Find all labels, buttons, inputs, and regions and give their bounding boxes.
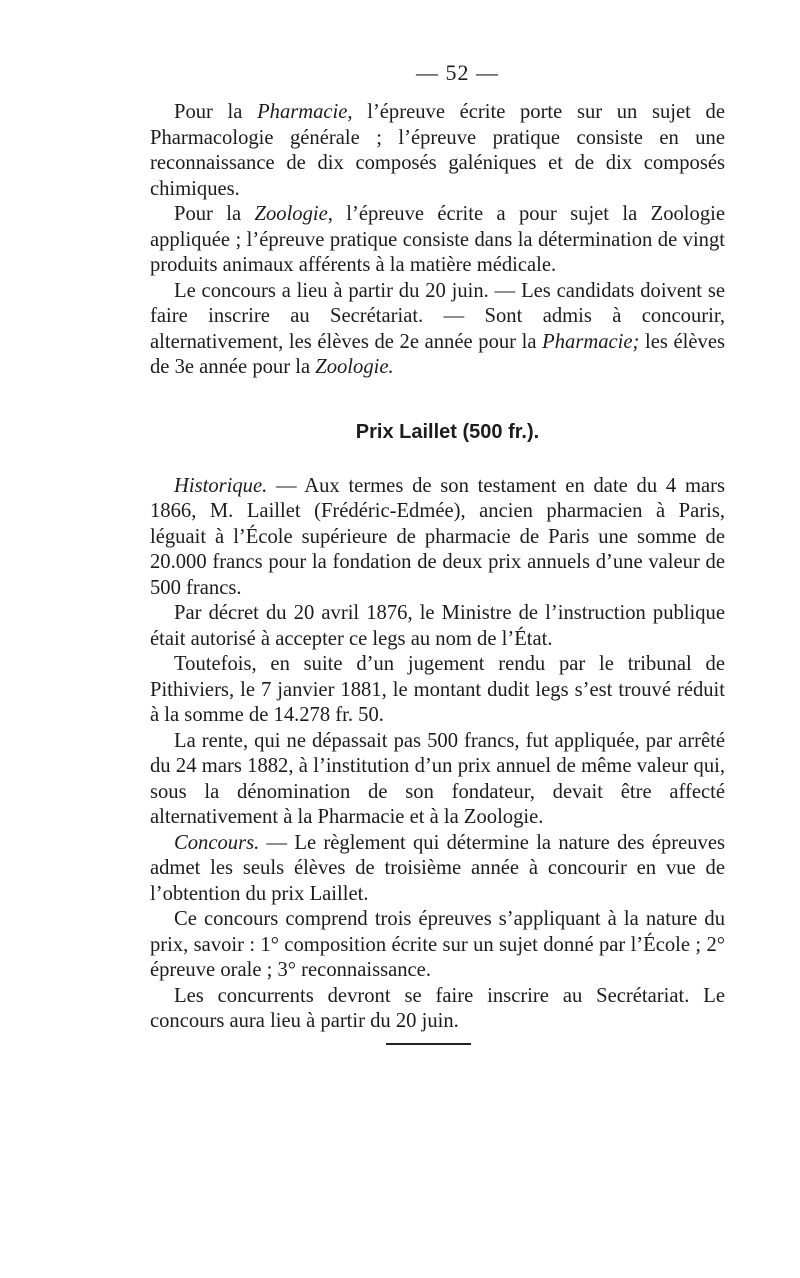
paragraph-epreuves: Ce concours comprend trois épreuves s’appliquant à la nature du prix, savoir : 1° composition écrite sur un sujet donné par l’École ; 2° épreuve orale ; 3° reconnaissance. (150, 908, 725, 981)
page-number: — 52 — (416, 60, 499, 85)
historique-label: Historique. (174, 474, 268, 497)
paragraph-concours: Concours. — Le règlement qui détermine la nature des épreuves admet les seuls élèves de troisième année à concourir en vue de l’obtention du prix Laillet. (150, 831, 725, 905)
closing-rule (386, 1043, 471, 1045)
paragraph-zoologie: Pour la Zoologie, l’épreuve écrite a pour sujet la Zoologie appliquée ; l’épreuve pratique consiste dans la détermination de vingt produits animaux afférents à la matière médicale. (150, 203, 725, 276)
page-body (150, 60, 725, 1035)
zoologie-label: Zoologie (254, 203, 328, 225)
paragraph-toutefois: Toutefois, en suite d’un jugement rendu par le tribunal de Pithiviers, le 7 janvier 1881, le montant dudit legs s’est trouvé réduit à la somme de 14.278 fr. 50. (150, 653, 725, 726)
section-title: Prix Laillet (500 fr.). (355, 420, 540, 443)
paragraph-historique: Historique. — Aux termes de son testament en date du 4 mars 1866, M. Laillet (Frédéric-Edmée), ancien pharmacien à Paris, léguait à l’École supérieure de pharmacie de Paris une somme de 20.000 francs pour la fondation de deux prix annuels d’une valeur de 500 francs. (150, 474, 725, 599)
paragraph-concours-date: Le concours a lieu à partir du 20 juin. — Les candidats doivent se faire inscrire au Secrétariat. — Sont admis à concourir, alternativement, les élèves de 2e année pour la Pharmacie; les élèves de 3e année pour la Zoologie. (150, 279, 725, 378)
paragraph-rente: La rente, qui ne dépassait pas 500 francs, fut appliquée, par arrêté du 24 mars 1882, à l’institution d’un prix annuel de même valeur qui, sous la dénomination de son fondateur, devait être affecté alternativement à la Pharmacie et à la Zoologie. (150, 729, 725, 828)
paragraph-decret: Par décret du 20 avril 1876, le Ministre de l’instruction publique était autorisé à accepter ce legs au nom de l’État. (150, 602, 725, 650)
concours-label: Concours. (174, 831, 260, 854)
paragraph-inscription: Les concurrents devront se faire inscrire au Secrétariat. Le concours aura lieu à partir du 20 juin. (150, 984, 725, 1032)
paragraph-pharmacie: Pour la Pharmacie, l’épreuve écrite porte sur un sujet de Pharmacologie générale ; l’épreuve pratique consiste en une reconnaissance de dix composés galéniques et de dix composés chimiques. (150, 101, 725, 200)
pharmacie-label: Pharmacie (257, 101, 348, 123)
